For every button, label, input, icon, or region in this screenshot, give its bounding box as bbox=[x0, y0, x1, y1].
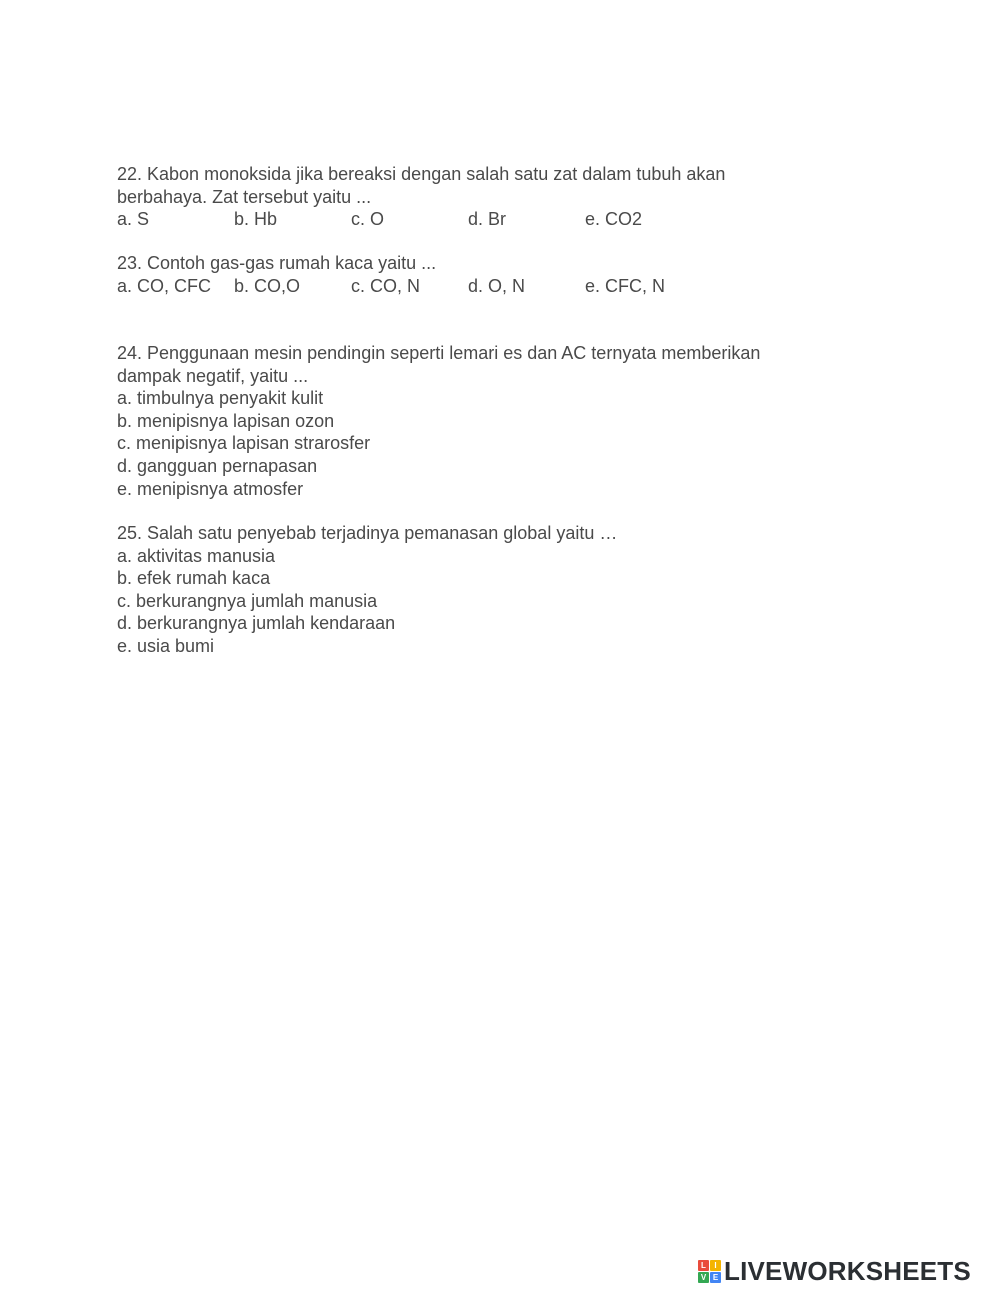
question-text: 24. Penggunaan mesin pendingin seperti lemari es dan AC ternyata memberikan bbox=[117, 343, 761, 363]
question-text: 23. Contoh gas-gas rumah kaca yaitu ... bbox=[117, 253, 437, 273]
option-e: e. CFC, N bbox=[585, 275, 666, 296]
option-a: a. CO, CFC bbox=[117, 275, 212, 296]
option-d: d. berkurangnya jumlah kendaraan bbox=[117, 613, 396, 634]
option-c: c. CO, N bbox=[351, 275, 421, 296]
logo-cell: L bbox=[698, 1260, 709, 1271]
logo-cell: V bbox=[698, 1272, 709, 1283]
logo-cell: E bbox=[710, 1272, 721, 1283]
question-text: 25. Salah satu penyebab terjadinya pemanasan global yaitu … bbox=[117, 523, 618, 543]
question-25 bbox=[117, 522, 877, 658]
option-e: e. menipisnya atmosfer bbox=[117, 478, 304, 499]
question-text: dampak negatif, yaitu ... bbox=[117, 365, 309, 386]
option-a: a. aktivitas manusia bbox=[117, 545, 276, 566]
question-23 bbox=[117, 252, 877, 297]
option-d: d. O, N bbox=[468, 275, 526, 296]
option-c: c. O bbox=[351, 209, 385, 230]
logo-cell: I bbox=[710, 1260, 721, 1271]
option-d: d. gangguan pernapasan bbox=[117, 455, 318, 476]
option-a: a. S bbox=[117, 209, 150, 230]
liveworksheets-brand bbox=[698, 1257, 971, 1285]
answer-options-row bbox=[117, 275, 877, 298]
option-e: e. usia bumi bbox=[117, 635, 215, 656]
live-logo-icon bbox=[698, 1260, 721, 1283]
option-b: b. efek rumah kaca bbox=[117, 568, 271, 589]
option-e: e. CO2 bbox=[585, 209, 643, 230]
option-c: c. menipisnya lapisan strarosfer bbox=[117, 433, 371, 454]
option-b: b. Hb bbox=[234, 209, 278, 230]
question-text: berbahaya. Zat tersebut yaitu ... bbox=[117, 186, 372, 207]
answer-options-row bbox=[117, 208, 877, 231]
option-b: b. menipisnya lapisan ozon bbox=[117, 410, 335, 431]
option-a: a. timbulnya penyakit kulit bbox=[117, 388, 324, 409]
brand-wordmark: LIVEWORKSHEETS bbox=[724, 1256, 971, 1286]
question-24 bbox=[117, 342, 877, 500]
option-b: b. CO,O bbox=[234, 275, 301, 296]
option-d: d. Br bbox=[468, 209, 507, 230]
question-text: 22. Kabon monoksida jika bereaksi dengan salah satu zat dalam tubuh akan bbox=[117, 164, 726, 184]
question-22 bbox=[117, 163, 877, 231]
option-c: c. berkurangnya jumlah manusia bbox=[117, 590, 378, 611]
